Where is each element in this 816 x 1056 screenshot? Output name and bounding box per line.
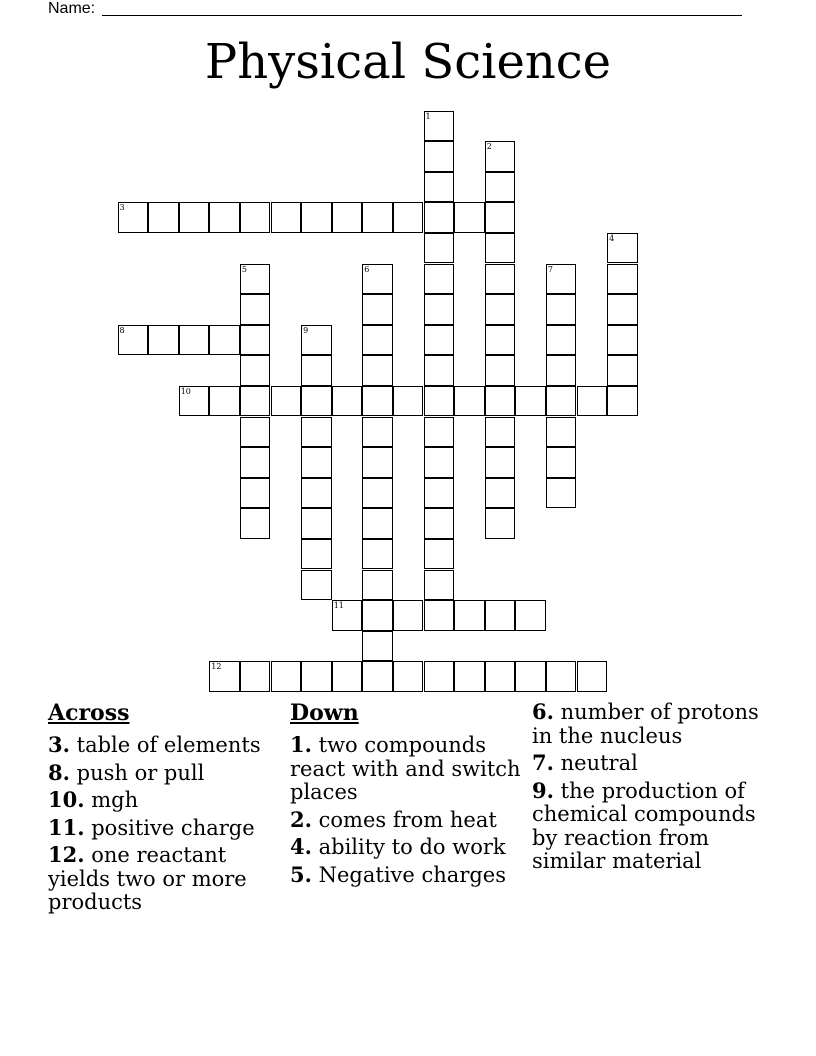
grid-cell[interactable]	[546, 386, 577, 417]
down-heading: Down	[290, 700, 359, 726]
grid-cell[interactable]	[485, 508, 516, 539]
grid-cell[interactable]	[424, 417, 455, 448]
grid-cell[interactable]	[485, 233, 516, 264]
grid-cell[interactable]	[546, 661, 577, 692]
grid-cell[interactable]	[209, 325, 240, 356]
clue-across-11: 11. positive charge	[48, 814, 255, 840]
grid-cell[interactable]	[362, 355, 393, 386]
clue-number: 7	[547, 264, 553, 274]
clue-down-1: 1. two compounds react with and switch places	[290, 732, 521, 804]
grid-cell[interactable]	[485, 141, 516, 172]
grid-cell[interactable]	[240, 325, 271, 356]
grid-cell[interactable]	[424, 386, 455, 417]
grid-cell[interactable]	[362, 478, 393, 509]
grid-cell[interactable]	[301, 508, 332, 539]
grid-cell[interactable]	[515, 661, 546, 692]
clue-number: 12	[211, 662, 222, 672]
clue-across-10: 10. mgh	[48, 787, 139, 812]
grid-cell[interactable]	[424, 264, 455, 295]
grid-cell[interactable]	[209, 386, 240, 417]
grid-cell[interactable]	[362, 508, 393, 539]
clue-down-7: 7. neutral	[532, 750, 638, 775]
grid-cell[interactable]	[454, 386, 485, 417]
grid-cell[interactable]	[301, 447, 332, 478]
grid-cell[interactable]	[607, 386, 638, 417]
grid-cell[interactable]	[424, 294, 455, 325]
grid-cell[interactable]	[393, 202, 424, 233]
down-clues-continued	[532, 700, 772, 877]
grid-cell[interactable]	[240, 294, 271, 325]
across-clues	[48, 700, 268, 918]
grid-cell[interactable]	[515, 600, 546, 631]
grid-cell[interactable]	[118, 202, 149, 233]
grid-cell[interactable]	[485, 294, 516, 325]
grid-cell[interactable]	[332, 661, 363, 692]
page-title: Physical Science	[204, 34, 612, 90]
grid-cell[interactable]	[118, 325, 149, 356]
clue-down-2: 2. comes from heat	[290, 806, 497, 832]
grid-cell[interactable]	[424, 325, 455, 356]
grid-cell[interactable]	[424, 447, 455, 478]
grid-cell[interactable]	[424, 508, 455, 539]
grid-cell[interactable]	[485, 172, 516, 203]
grid-cell[interactable]	[271, 202, 302, 233]
grid-cell[interactable]	[607, 264, 638, 295]
clue-number: 6	[364, 264, 370, 274]
grid-cell[interactable]	[301, 539, 332, 570]
clue-number: 2	[486, 142, 492, 152]
grid-cell[interactable]	[148, 325, 179, 356]
grid-cell[interactable]	[485, 600, 516, 631]
clue-number: 10	[180, 386, 191, 396]
grid-cell[interactable]	[362, 294, 393, 325]
grid-cell[interactable]	[362, 386, 393, 417]
grid-cell[interactable]	[454, 202, 485, 233]
grid-cell[interactable]	[179, 386, 210, 417]
grid-cell[interactable]	[424, 111, 455, 142]
grid-cell[interactable]	[454, 600, 485, 631]
clue-down-9: 9. the production of chemical compounds by reaction from similar material	[532, 777, 756, 873]
grid-cell[interactable]	[485, 661, 516, 692]
name-label: Name:	[48, 0, 96, 17]
grid-cell[interactable]	[424, 661, 455, 692]
grid-cell[interactable]	[485, 355, 516, 386]
grid-cell[interactable]	[362, 539, 393, 570]
grid-cell[interactable]	[240, 417, 271, 448]
grid-cell[interactable]	[301, 202, 332, 233]
grid-cell[interactable]	[454, 661, 485, 692]
grid-cell[interactable]	[271, 661, 302, 692]
clue-number: 9	[303, 325, 309, 335]
grid-cell[interactable]	[240, 478, 271, 509]
clue-number: 8	[119, 325, 125, 335]
grid-cell[interactable]	[240, 386, 271, 417]
grid-cell[interactable]	[209, 202, 240, 233]
clue-number: 11	[333, 601, 344, 611]
grid-cell[interactable]	[515, 386, 546, 417]
clue-down-4: 4. ability to do work	[290, 834, 506, 859]
grid-cell[interactable]	[240, 508, 271, 539]
grid-cell[interactable]	[362, 447, 393, 478]
grid-cell[interactable]	[424, 172, 455, 203]
grid-cell[interactable]	[424, 141, 455, 172]
grid-cell[interactable]	[393, 600, 424, 631]
grid-cell[interactable]	[577, 386, 608, 417]
grid-cell[interactable]	[301, 325, 332, 356]
clue-across-12: 12. one reactant yields two or more products	[48, 842, 247, 914]
clue-down-5: 5. Negative charges	[290, 861, 507, 887]
grid-cell[interactable]	[301, 478, 332, 509]
grid-cell[interactable]	[546, 264, 577, 295]
grid-cell[interactable]	[393, 661, 424, 692]
grid-cell[interactable]	[240, 447, 271, 478]
grid-cell[interactable]	[424, 570, 455, 601]
grid-cell[interactable]	[179, 202, 210, 233]
clue-number: 4	[609, 233, 615, 243]
grid-cell[interactable]	[148, 202, 179, 233]
clue-number: 5	[241, 264, 247, 274]
grid-cell[interactable]	[362, 417, 393, 448]
grid-cell[interactable]	[424, 539, 455, 570]
grid-cell[interactable]	[546, 355, 577, 386]
grid-cell[interactable]	[362, 631, 393, 662]
grid-cell[interactable]	[362, 264, 393, 295]
grid-cell[interactable]	[301, 386, 332, 417]
grid-cell[interactable]	[424, 233, 455, 264]
grid-cell[interactable]	[607, 294, 638, 325]
grid-cell[interactable]	[485, 202, 516, 233]
grid-cell[interactable]	[332, 600, 363, 631]
grid-cell[interactable]	[546, 447, 577, 478]
grid-cell[interactable]	[607, 325, 638, 356]
grid-cell[interactable]	[607, 355, 638, 386]
grid-cell[interactable]	[577, 661, 608, 692]
grid-cell[interactable]	[240, 264, 271, 295]
grid-cell[interactable]	[362, 661, 393, 692]
grid-cell[interactable]	[546, 478, 577, 509]
grid-cell[interactable]	[424, 355, 455, 386]
grid-cell[interactable]	[271, 386, 302, 417]
grid-cell[interactable]	[424, 478, 455, 509]
grid-cell[interactable]	[546, 417, 577, 448]
grid-cell[interactable]	[546, 294, 577, 325]
grid-cell[interactable]	[301, 661, 332, 692]
grid-cell[interactable]	[362, 325, 393, 356]
grid-cell[interactable]	[546, 325, 577, 356]
grid-cell[interactable]	[301, 355, 332, 386]
grid-cell[interactable]	[362, 570, 393, 601]
clue-across-8: 8. push or pull	[48, 759, 205, 785]
grid-cell[interactable]	[485, 478, 516, 509]
down-clues	[290, 700, 522, 890]
grid-cell[interactable]	[607, 233, 638, 264]
clue-number: 1	[425, 111, 431, 121]
grid-cell[interactable]	[362, 202, 393, 233]
clue-down-6: 6. number of protons in the nucleus	[532, 699, 759, 748]
grid-cell[interactable]	[301, 417, 332, 448]
grid-cell[interactable]	[240, 661, 271, 692]
grid-cell[interactable]	[362, 600, 393, 631]
grid-cell[interactable]	[240, 355, 271, 386]
clue-number: 3	[119, 203, 125, 213]
grid-cell[interactable]	[209, 661, 240, 692]
grid-cell[interactable]	[424, 600, 455, 631]
grid-cell[interactable]	[393, 386, 424, 417]
grid-cell[interactable]	[332, 386, 363, 417]
grid-cell[interactable]	[332, 202, 363, 233]
grid-cell[interactable]	[485, 386, 516, 417]
grid-cell[interactable]	[424, 202, 455, 233]
across-heading: Across	[48, 700, 130, 726]
clue-across-3: 3. table of elements	[48, 732, 261, 757]
grid-cell[interactable]	[301, 570, 332, 601]
grid-cell[interactable]	[485, 417, 516, 448]
grid-cell[interactable]	[485, 264, 516, 295]
grid-cell[interactable]	[485, 447, 516, 478]
grid-cell[interactable]	[485, 325, 516, 356]
grid-cell[interactable]	[179, 325, 210, 356]
grid-cell[interactable]	[240, 202, 271, 233]
